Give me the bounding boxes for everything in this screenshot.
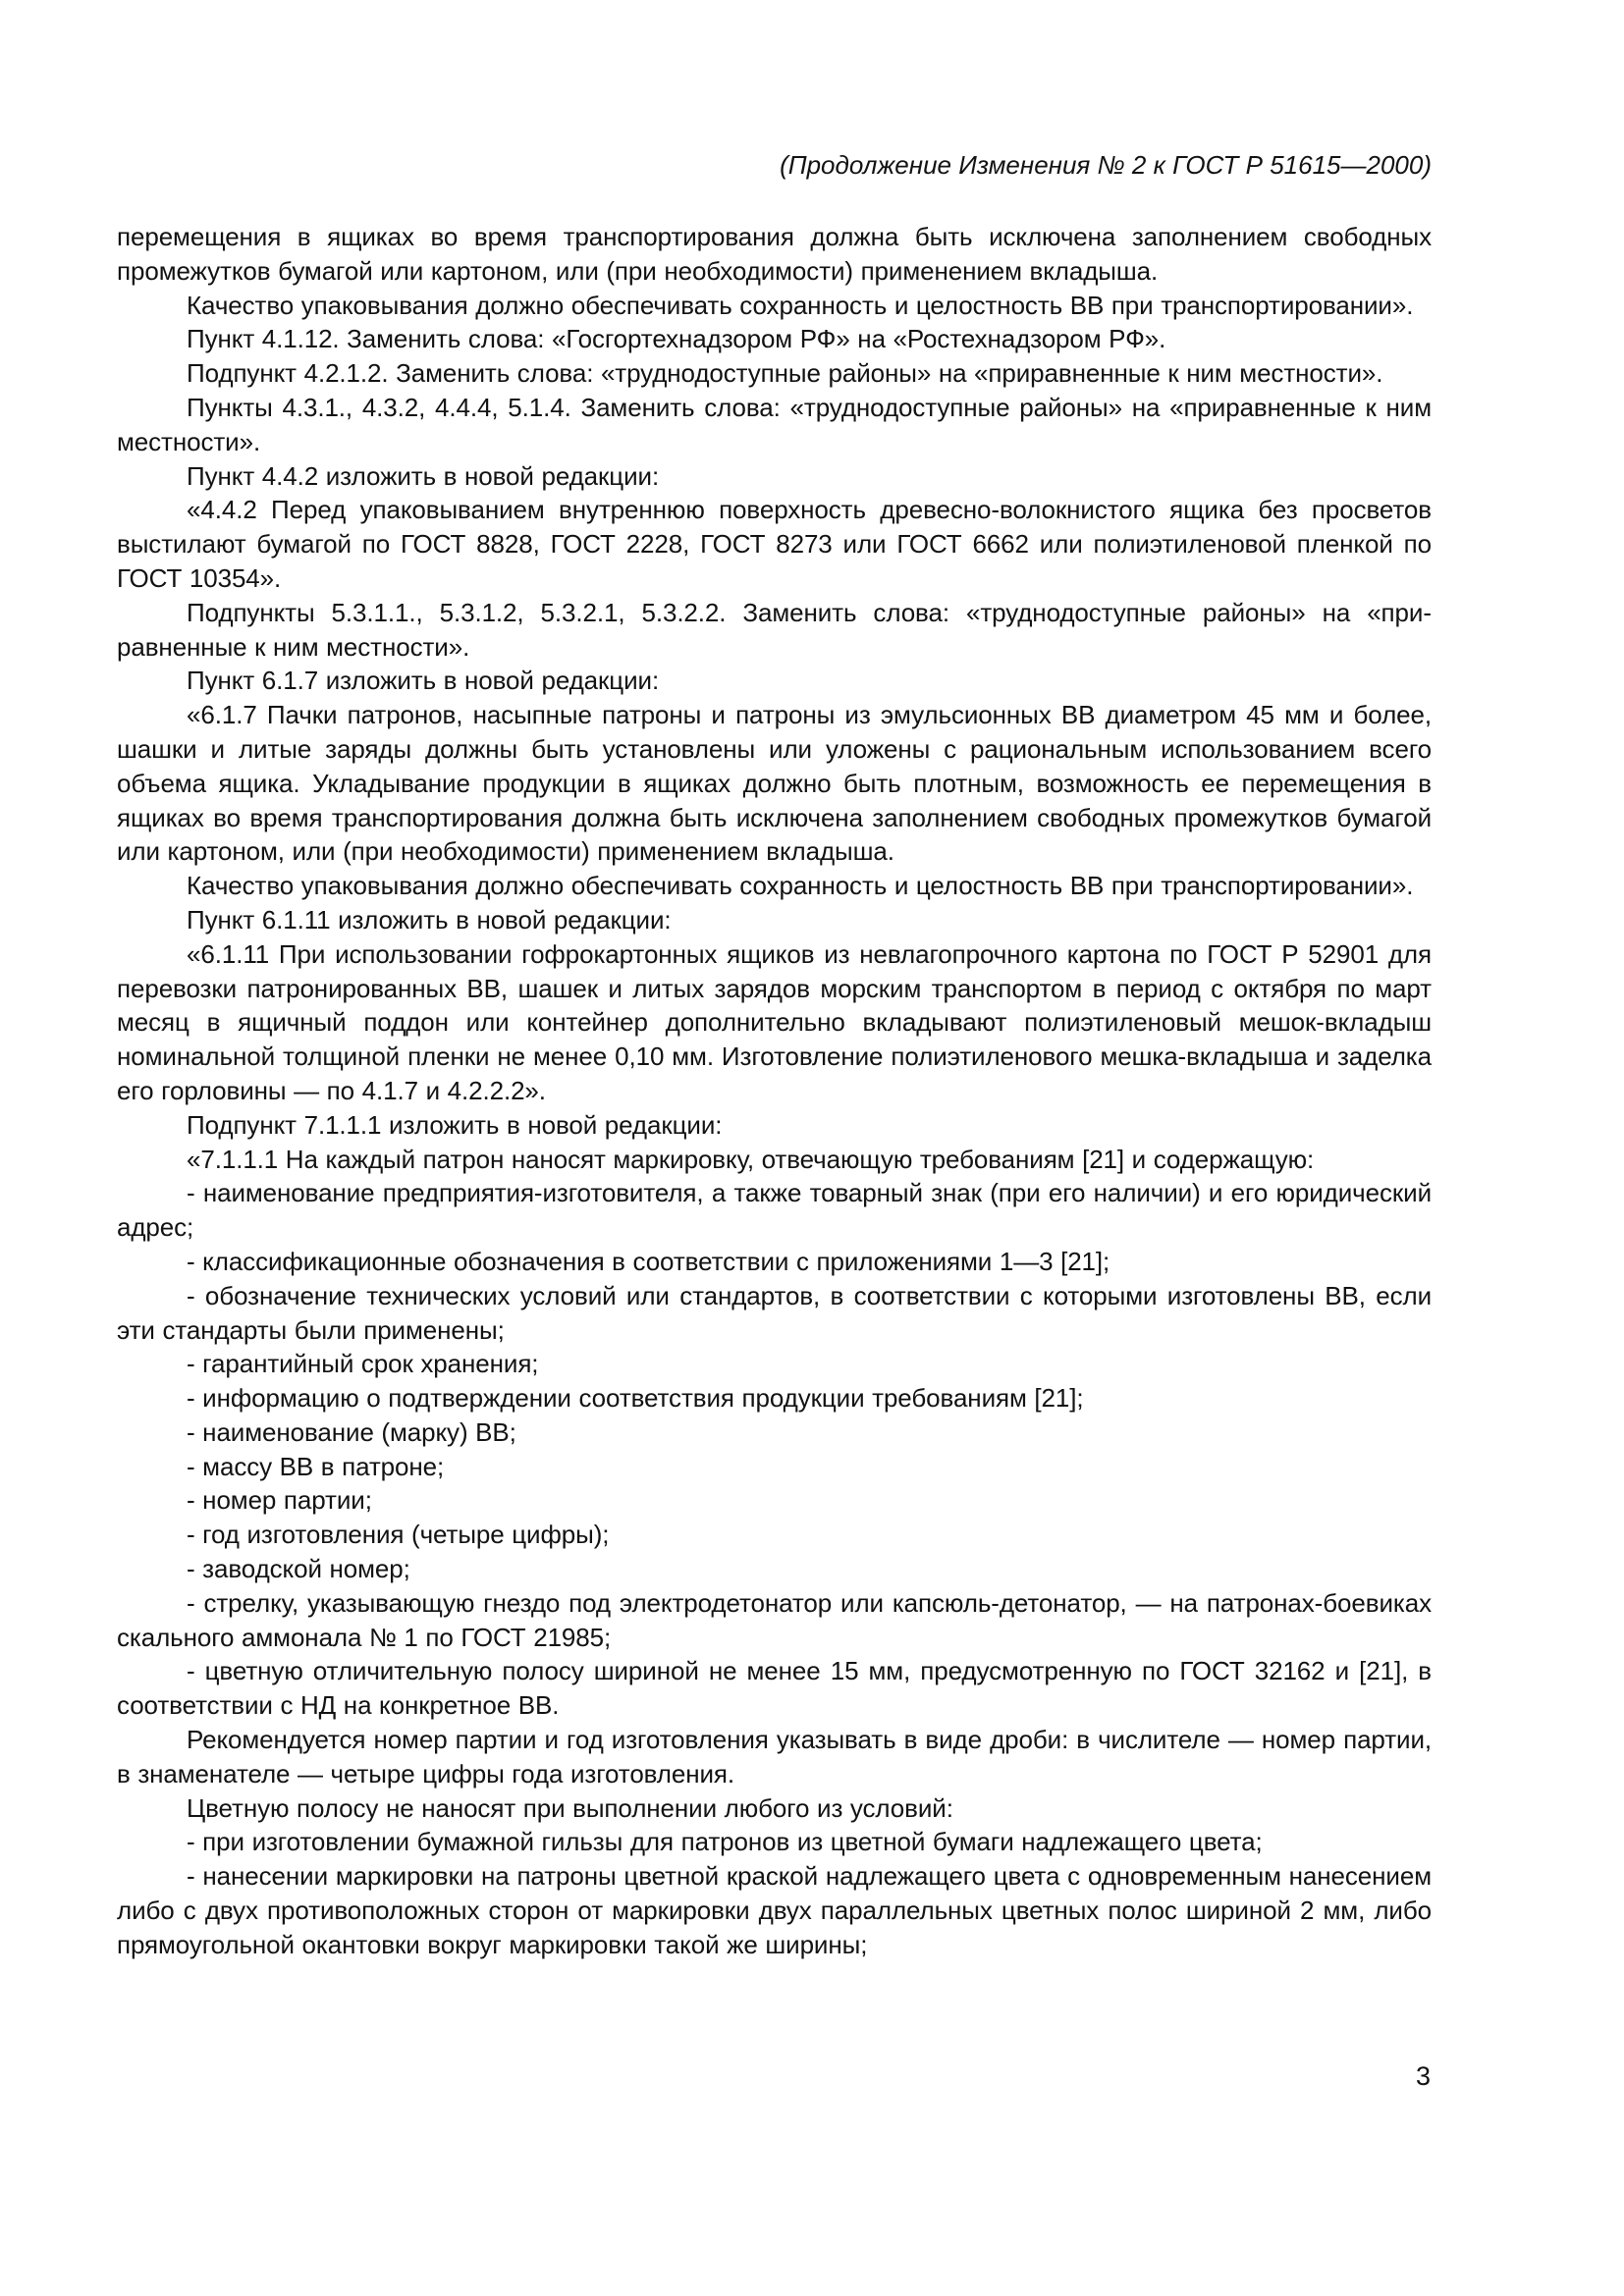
paragraph: - гарантийный срок хранения; [187, 1349, 539, 1379]
paragraph: - обозначение технических условий или стандартов, в соответствии с которыми изготовлены ВВ, если эти стандарты были применены; [117, 1280, 1432, 1345]
paragraph: - заводской номер; [187, 1554, 410, 1584]
paragraph: Подпункт 7.1.1.1 изложить в новой редакции: [187, 1109, 723, 1140]
paragraph: - информацию о подтверждении соответствия продукции требованиям [21]; [187, 1383, 1084, 1414]
paragraph: «7.1.1.1 На каждый патрон наносят маркировку, отвечающую требованиям [21] и содержащую: [187, 1144, 1315, 1174]
paragraph: перемещения в ящиках во время транспортирования должна быть исключена заполнением свободных промежутков бумагой или картоном, или (при необходимости) применением вкладыша. [117, 222, 1432, 286]
paragraph: Пункт 6.1.11 изложить в новой редакции: [187, 904, 672, 934]
document-body [117, 220, 1432, 1962]
paragraph: Пункт 4.4.2 изложить в новой редакции: [187, 460, 660, 491]
paragraph: Подпункт 4.2.1.2. Заменить слова: «труднодоступные районы» на «приравненные к ним местности». [187, 358, 1383, 389]
paragraph: Цветную полосу не наносят при выполнении любого из условий: [187, 1792, 953, 1823]
paragraph: Пункт 4.1.12. Заменить слова: «Госгортехнадзором РФ» на «Ростехнадзором РФ». [187, 324, 1166, 354]
paragraph: - наименование предприятия-изготовителя, а также товарный знак (при его наличии) и его юридический адрес; [117, 1178, 1432, 1243]
paragraph: - нанесении маркировки на патроны цветной краской надлежащего цвета с одновременным нанесением либо с двух противоположных сторон от маркировки двух параллельных цветных полос шириной 2 мм, либо прямоугольной окантовки вокруг маркировки такой же ширины; [117, 1861, 1432, 1959]
paragraph: Качество упаковывания должно обеспечивать сохранность и целостность ВВ при транспортировании». [187, 290, 1414, 320]
text-block [117, 148, 1432, 1962]
running-header: (Продолжение Изменения № 2 к ГОСТ Р 51615—2000) [780, 150, 1432, 180]
paragraph: Качество упаковывания должно обеспечивать сохранность и целостность ВВ при транспортировании». [187, 871, 1414, 901]
paragraph: - год изготовления (четыре цифры); [187, 1520, 610, 1550]
paragraph: - при изготовлении бумажной гильзы для патронов из цветной бумаги надлежащего цвета; [187, 1827, 1263, 1857]
page-number: 3 [1415, 2061, 1431, 2091]
paragraph: - массу ВВ в патроне; [187, 1451, 445, 1481]
paragraph: Пункты 4.3.1., 4.3.2, 4.4.4, 5.1.4. Заменить слова: «труднодоступные районы» на «приравненные к ним местности». [117, 392, 1432, 456]
paragraph: - стрелку, указывающую гнездо под электродетонатор или капсюль-детонатор, — на патронах-боевиках скального аммонала № 1 по ГОСТ 21985; [117, 1587, 1432, 1652]
paragraph: - классификационные обозначения в соответствии с приложениями 1—3 [21]; [187, 1246, 1110, 1276]
paragraph: Рекомендуется номер партии и год изготовления указывать в виде дроби: в числителе — номер партии, в знаменателе — четыре цифры года изготовления. [117, 1725, 1432, 1789]
paragraph: «6.1.11 При использовании гофрокартонных ящиков из невлагопрочного картона по ГОСТ Р 52901 для перевозки патронированных ВВ, шашек и литых зарядов морским транспортом в период с октября по март месяц в ящичный поддон или контейнер дополнительно вкладывают полиэтиленовый мешок-вкладыш номинальной толщиной пленки не менее 0,10 мм. Изготовление полиэтиленового мешка-вкладыша и заделка его горловины — по 4.1.7 и 4.2.2.2». [117, 938, 1432, 1105]
paragraph: Подпункты 5.3.1.1., 5.3.1.2, 5.3.2.1, 5.3.2.2. Заменить слова: «труднодоступные районы» на «приравненные к ним местности». [117, 597, 1432, 662]
paragraph: - цветную отличительную полосу шириной не менее 15 мм, предусмотренную по ГОСТ 32162 и [21], в соответствии с НД на конкретное ВВ. [117, 1656, 1432, 1721]
paragraph: - номер партии; [187, 1485, 372, 1516]
paragraph: Пункт 6.1.7 изложить в новой редакции: [187, 666, 660, 696]
paragraph: «4.4.2 Перед упаковыванием внутреннюю поверхность древесно-волокнистого ящика без просветов выстилают бумагой по ГОСТ 8828, ГОСТ 2228, ГОСТ 8273 или ГОСТ 6662 или полиэтиленовой пленкой по ГОСТ 10354». [117, 495, 1432, 593]
paragraph: - наименование (марку) ВВ; [187, 1416, 516, 1447]
paragraph: «6.1.7 Пачки патронов, насыпные патроны и патроны из эмульсионных ВВ диаметром 45 мм и более, шашки и литые заряды должны быть установлены или уложены с рациональным использованием всего объема ящика. Укладывание продукции в ящиках должно быть плотным, возможность ее перемещения в ящиках во время транспортирования должна быть исключена заполнением свободных промежутков бумагой или картоном, или (при необходимости) применением вкладыша. [117, 700, 1432, 867]
